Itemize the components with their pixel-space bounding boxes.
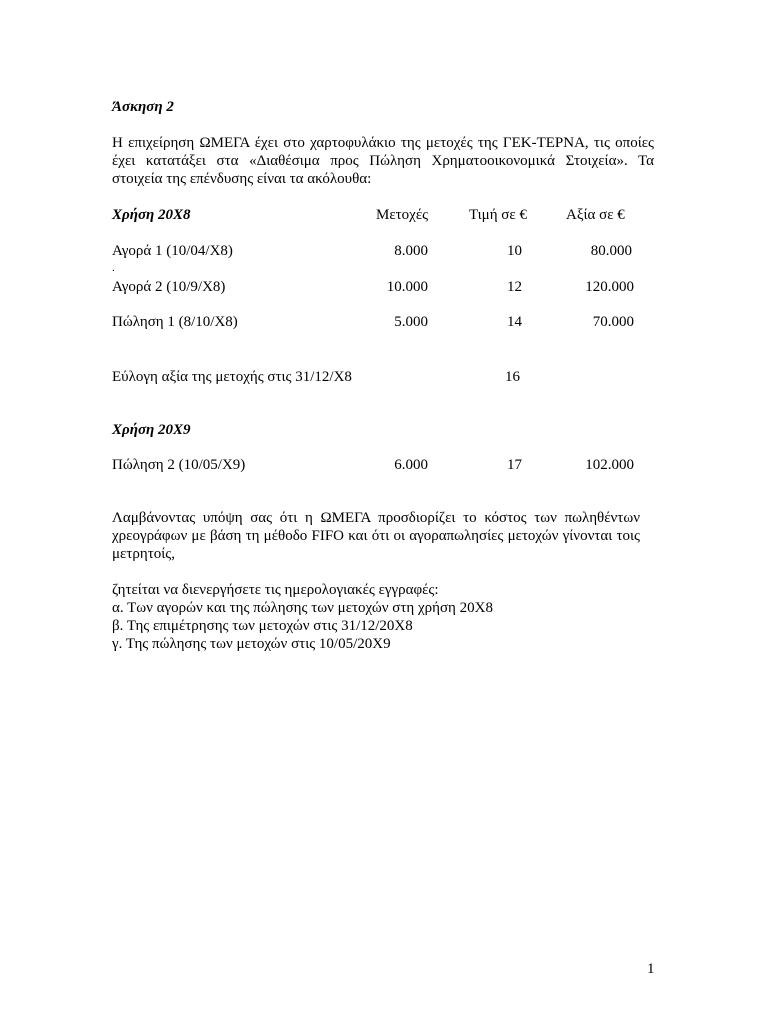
assumption-line: Λαμβάνοντας υπόψη σας ότι η ΩΜΕΓΑ προσδιορίζει το κόστος των πωληθέντων: [112, 510, 640, 526]
assumption-line: μετρητοίς,: [112, 546, 175, 562]
requirements-intro: ζητείται να διενεργήσετε τις ημερολογιακές εγγραφές:: [112, 582, 439, 598]
intro-line: Η επιχείρηση ΩΜΕΓΑ έχει στο χαρτοφυλάκιο της μετοχές της ΓΕΚ-ΤΕΡΝΑ, τις οποίες: [112, 135, 654, 151]
price-cell: 14: [507, 314, 522, 330]
transaction-label: Αγορά 2 (10/9/Χ8): [112, 279, 226, 295]
shares-column-header: Μετοχές: [376, 207, 429, 223]
intro-paragraph: [112, 134, 654, 188]
price-cell: 10: [507, 243, 522, 259]
assumption-paragraph: [112, 509, 640, 563]
requirement-item: β. Της επιμέτρησης των μετοχών στις 31/12/20Χ8: [112, 618, 413, 634]
fair-value-label: Εύλογη αξία της μετοχής στις 31/12/Χ8: [112, 369, 352, 385]
assumption-line: χρεογράφων με βάση τη μέθοδο FIFO και ότι οι αγοραπωλησίες μετοχών γίνονται τοις: [112, 528, 640, 544]
transaction-label: Πώληση 2 (10/05/Χ9): [112, 457, 246, 473]
value-cell: 102.000: [585, 457, 634, 473]
price-cell: 17: [507, 457, 522, 473]
shares-cell: 5.000: [394, 314, 428, 330]
transaction-label: Αγορά 1 (10/04/Χ8): [112, 243, 233, 259]
intro-line: στοιχεία της επένδυσης είναι τα ακόλουθα:: [112, 171, 372, 187]
value-column-header: Αξία σε €: [566, 207, 625, 223]
value-cell: 70.000: [592, 314, 634, 330]
shares-cell: 10.000: [386, 279, 428, 295]
requirement-item: γ. Της πώλησης των μετοχών στις 10/05/20Χ9: [112, 636, 391, 652]
shares-cell: 6.000: [394, 457, 428, 473]
exercise-title: Άσκηση 2: [112, 99, 174, 115]
stray-dot: .: [112, 262, 115, 274]
fair-value-price: 16: [505, 369, 520, 385]
price-column-header: Τιμή σε €: [469, 207, 527, 223]
year-20x9-heading: Χρήση 20Χ9: [112, 422, 191, 438]
year-20x8-heading: Χρήση 20Χ8: [112, 207, 191, 223]
requirement-item: α. Των αγορών και της πώλησης των μετοχών στη χρήση 20Χ8: [112, 600, 493, 616]
page-number: 1: [647, 961, 655, 977]
value-cell: 120.000: [585, 279, 634, 295]
shares-cell: 8.000: [394, 243, 428, 259]
transaction-label: Πώληση 1 (8/10/Χ8): [112, 314, 238, 330]
intro-line: έχει κατατάξει στα «Διαθέσιμα προς Πώληση Χρηματοοικονομικά Στοιχεία». Τα: [112, 153, 654, 169]
price-cell: 12: [507, 279, 522, 295]
value-cell: 80.000: [590, 243, 632, 259]
